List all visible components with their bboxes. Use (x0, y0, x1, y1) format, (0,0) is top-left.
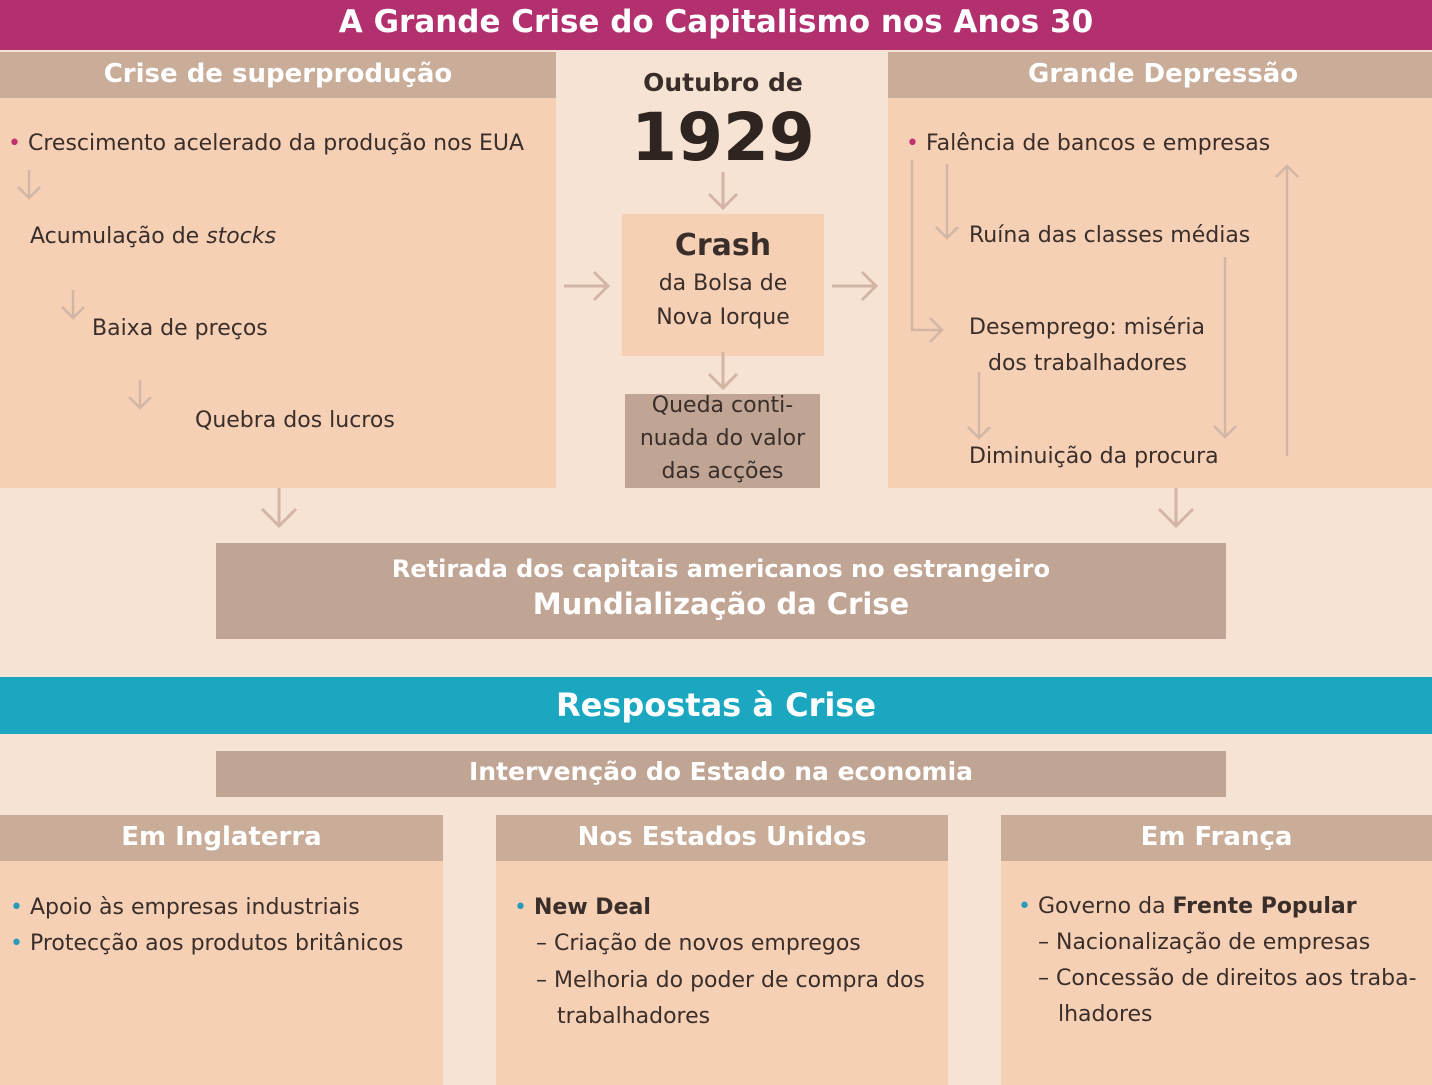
fall-line3: das acções (661, 459, 784, 484)
franca-sub-2-line2: lhadores (1058, 1002, 1153, 1027)
arrow-down-icon (964, 370, 994, 442)
bullet-icon: • (10, 931, 23, 956)
crash-title: Crash (674, 228, 772, 263)
fall-line1: Queda conti- (651, 393, 794, 418)
arrow-down-icon (703, 350, 743, 392)
bullet-icon: • (514, 895, 527, 920)
page-title: A Grande Crise do Capitalismo nos Anos 30 (338, 4, 1094, 40)
intervencao-label: Intervenção do Estado na economia (468, 757, 974, 786)
arrow-down-icon (125, 378, 155, 412)
crash-line2: Nova Iorque (656, 305, 790, 330)
left-header: Crise de superprodução (0, 52, 556, 98)
arrow-up-icon (1272, 162, 1302, 458)
retirada-line1: Retirada dos capitais americanos no estrangeiro (391, 555, 1051, 583)
bullet-icon: • (8, 131, 21, 156)
right-item-ruin: Ruína das classes médias (969, 223, 1251, 248)
bullet-icon: • (10, 895, 23, 920)
retirada-line2: Mundialização da Crise (532, 587, 910, 621)
inglaterra-item-2: • Protecção aos produtos britânicos (10, 931, 404, 956)
right-item-bankruptcy: • Falência de bancos e empresas (906, 131, 1271, 156)
franca-item-1: • Governo da Frente Popular (1018, 894, 1357, 919)
right-item-unemployment-2: dos trabalhadores (988, 351, 1187, 376)
inglaterra-item-1: • Apoio às empresas industriais (10, 895, 360, 920)
left-item-profits: Quebra dos lucros (195, 408, 395, 433)
inglaterra-header: Em Inglaterra (0, 815, 443, 861)
date-label: Outubro de (643, 68, 803, 97)
right-item-unemployment-1: Desemprego: miséria (969, 315, 1205, 340)
left-item-stocks: Acumulação de stocks (30, 224, 277, 249)
respostas-title: Respostas à Crise (555, 686, 877, 724)
arrow-right-icon (562, 266, 612, 306)
eua-sub-2-line1: – Melhoria do poder de compra dos (536, 968, 925, 993)
arrow-down-icon (932, 162, 962, 242)
arrow-down-icon (703, 170, 743, 212)
eua-item-new-deal: • New Deal (514, 895, 651, 920)
franca-header: Em França (1001, 815, 1432, 861)
eua-sub-1: – Criação de novos empregos (536, 931, 861, 956)
bullet-icon: • (906, 131, 919, 156)
right-item-demand: Diminuição da procura (969, 444, 1219, 469)
arrow-right-icon (830, 266, 880, 306)
arrow-down-icon (256, 486, 302, 530)
left-item-growth: • Crescimento acelerado da produção nos EUA (8, 131, 525, 156)
arrow-down-icon (1210, 255, 1240, 441)
arrow-down-icon (58, 288, 88, 322)
franca-sub-2-line1: – Concessão de direitos aos traba- (1038, 966, 1417, 991)
right-header: Grande Depressão (888, 52, 1432, 98)
arrow-down-icon (14, 168, 44, 202)
fall-line2: nuada do valor (639, 426, 806, 451)
left-item-prices: Baixa de preços (92, 316, 268, 341)
crash-line1: da Bolsa de (658, 271, 788, 296)
franca-sub-1: – Nacionalização de empresas (1038, 930, 1371, 955)
eua-sub-2-line2: trabalhadores (557, 1004, 711, 1029)
year-label: 1929 (631, 99, 815, 176)
bullet-icon: • (1018, 894, 1031, 919)
eua-header: Nos Estados Unidos (496, 815, 948, 861)
arrow-down-icon (1153, 486, 1199, 530)
